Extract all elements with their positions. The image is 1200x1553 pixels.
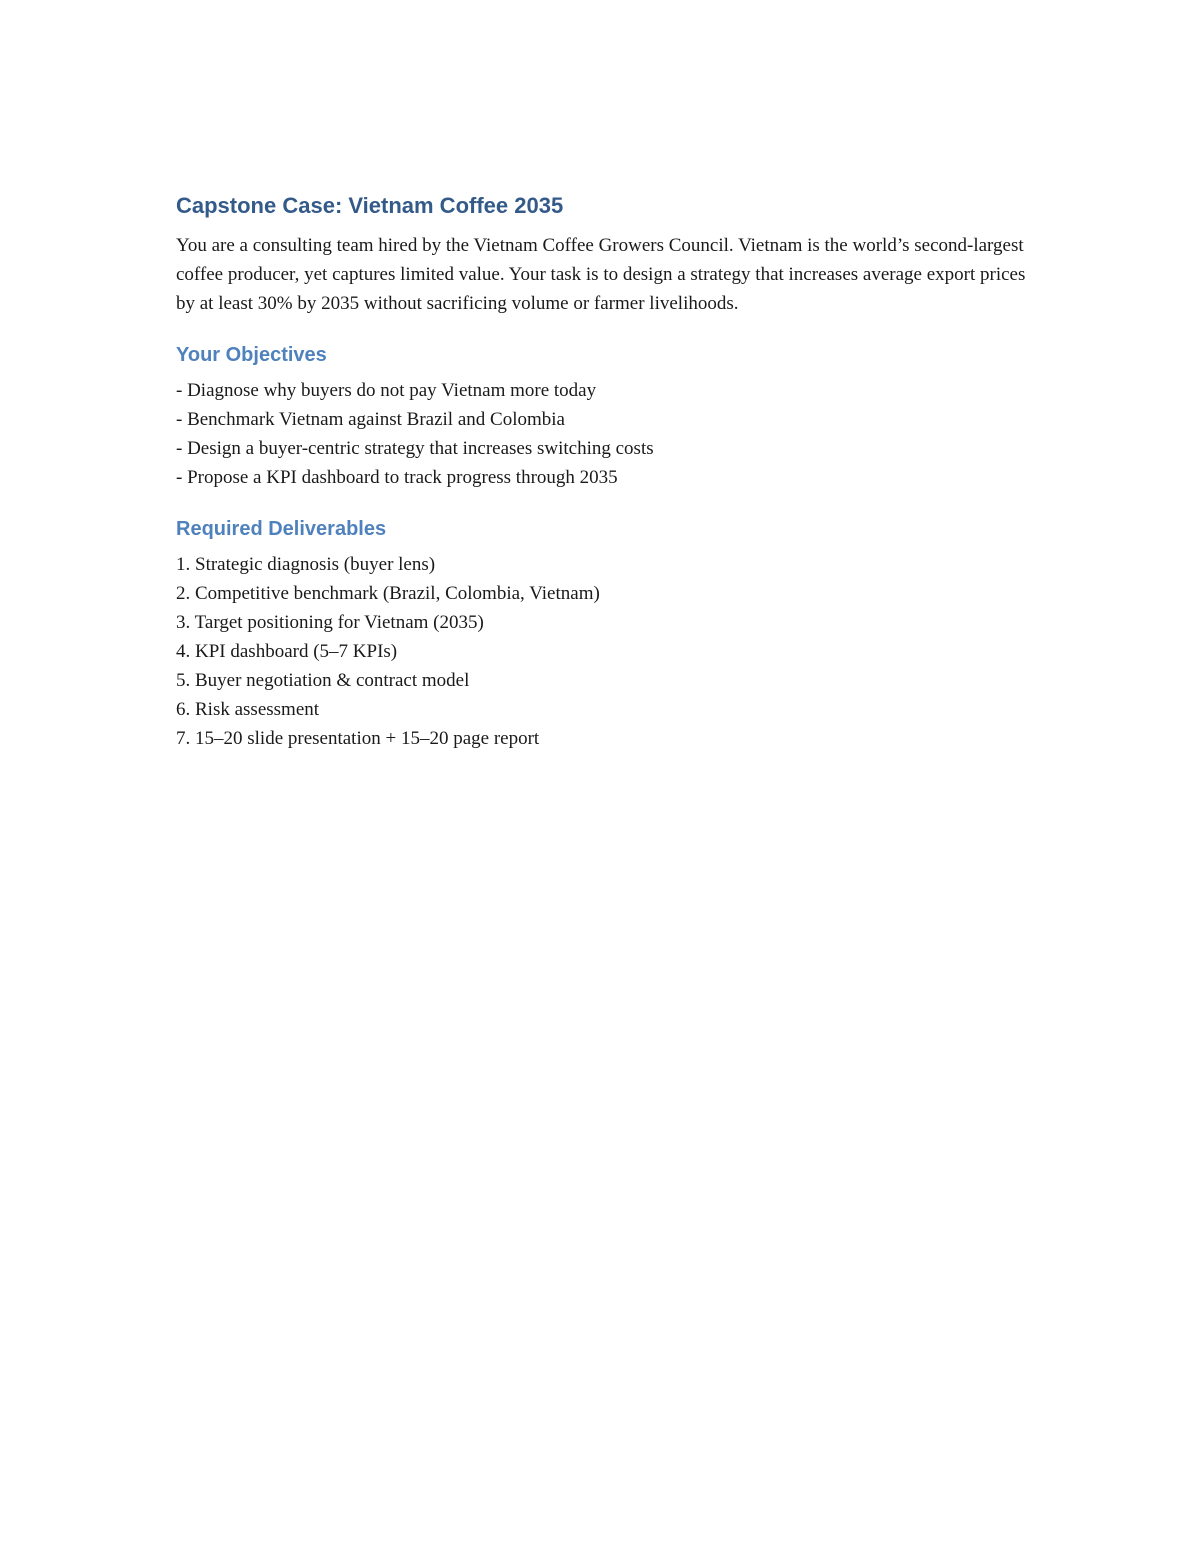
deliverable-item: 3. Target positioning for Vietnam (2035) [176,612,484,633]
objective-item: - Benchmark Vietnam against Brazil and Colombia [176,409,565,430]
objective-item: - Propose a KPI dashboard to track progress through 2035 [176,467,618,488]
objective-item: - Design a buyer-centric strategy that increases switching costs [176,438,654,459]
document-title: Capstone Case: Vietnam Coffee 2035 [176,193,564,218]
deliverables-list [176,550,1026,753]
objectives-heading: Your Objectives [176,344,327,366]
document-body [176,190,1026,775]
objective-item: - Diagnose why buyers do not pay Vietnam more today [176,380,597,401]
intro-paragraph: You are a consulting team hired by the Vietnam Coffee Growers Council. Vietnam is the world’s second-largest coffee producer, yet captures limited value. Your task is to design a strategy that increases average export prices by at least 30% by 2035 without sacrificing volume or farmer livelihoods. [176,235,1026,314]
objectives-list [176,376,1026,492]
deliverable-item: 4. KPI dashboard (5–7 KPIs) [176,641,398,662]
deliverable-item: 2. Competitive benchmark (Brazil, Colombia, Vietnam) [176,583,600,604]
deliverable-item: 5. Buyer negotiation & contract model [176,670,470,691]
deliverables-heading: Required Deliverables [176,518,387,540]
deliverable-item: 7. 15–20 slide presentation + 15–20 page report [176,728,540,749]
deliverable-item: 6. Risk assessment [176,699,320,720]
deliverable-item: 1. Strategic diagnosis (buyer lens) [176,554,436,575]
